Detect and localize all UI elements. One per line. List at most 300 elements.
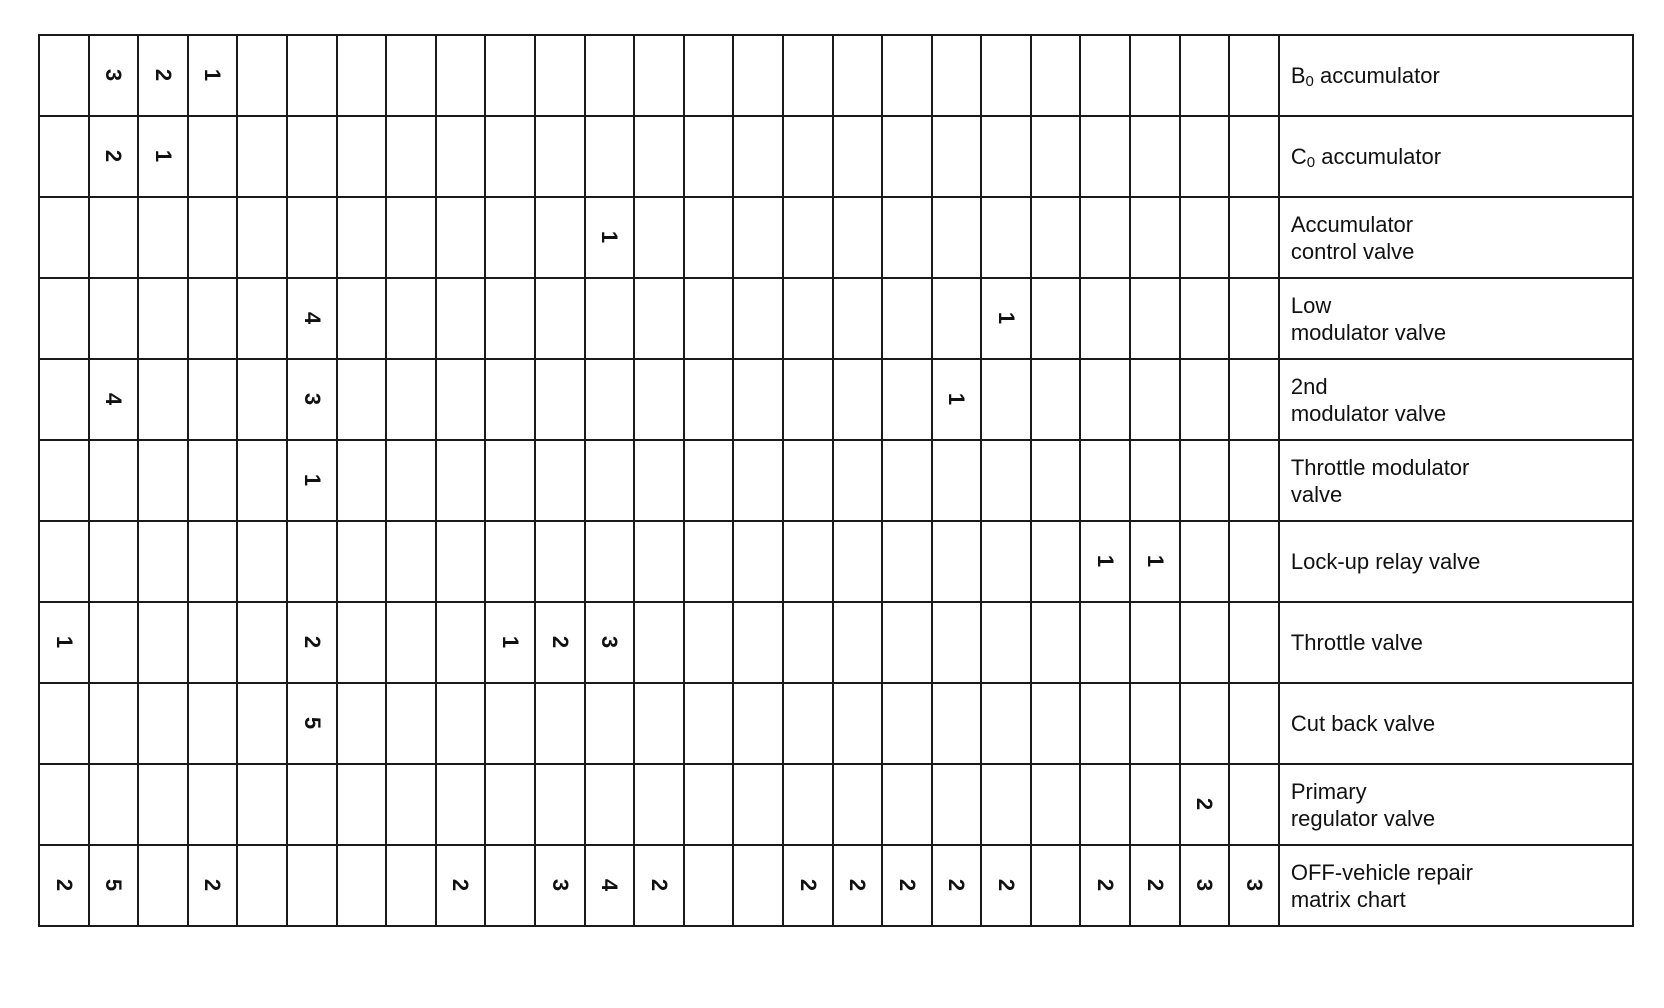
matrix-cell: [485, 521, 535, 602]
matrix-cell: [1180, 764, 1230, 845]
matrix-cell-value: 1: [299, 473, 325, 487]
matrix-cell: [436, 440, 486, 521]
matrix-cell: [783, 278, 833, 359]
matrix-cell: [833, 683, 883, 764]
matrix-cell: [1229, 602, 1279, 683]
matrix-cell-value: 3: [1242, 878, 1268, 892]
matrix-cell: [1229, 683, 1279, 764]
matrix-cell-value: 2: [1093, 878, 1119, 892]
matrix-cell: [733, 602, 783, 683]
matrix-cell: [1180, 278, 1230, 359]
matrix-cell: [287, 197, 337, 278]
matrix-cell: [485, 764, 535, 845]
matrix-cell: [882, 197, 932, 278]
matrix-cell: [436, 278, 486, 359]
matrix-cell-value: 5: [299, 716, 325, 730]
matrix-cell-value: 2: [845, 878, 871, 892]
matrix-cell: [39, 602, 89, 683]
matrix-cell: [981, 440, 1031, 521]
matrix-cell-value: 3: [101, 68, 127, 82]
matrix-cell-value: 2: [646, 878, 672, 892]
matrix-cell: [237, 521, 287, 602]
matrix-cell: [386, 278, 436, 359]
matrix-cell: [585, 359, 635, 440]
matrix-cell: [188, 359, 238, 440]
matrix-cell: [1229, 764, 1279, 845]
matrix-cell: [882, 683, 932, 764]
matrix-cell: [485, 602, 535, 683]
row-label-line: control valve: [1290, 238, 1415, 264]
matrix-cell: [337, 683, 387, 764]
matrix-cell-value: 2: [944, 878, 970, 892]
matrix-cell: [386, 764, 436, 845]
matrix-cell: [1080, 197, 1130, 278]
matrix-cell: [138, 116, 188, 197]
matrix-cell-value: 2: [894, 878, 920, 892]
matrix-cell: [485, 116, 535, 197]
matrix-cell: [436, 35, 486, 116]
matrix-row: [39, 764, 1633, 845]
matrix-cell: [585, 683, 635, 764]
matrix-cell: [833, 116, 883, 197]
matrix-cell: [1130, 278, 1180, 359]
matrix-cell: [1229, 845, 1279, 926]
matrix-cell: [585, 521, 635, 602]
matrix-cell: [436, 602, 486, 683]
matrix-cell: [634, 440, 684, 521]
matrix-cell: [684, 683, 734, 764]
row-label: [1279, 197, 1633, 278]
matrix-cell: [981, 278, 1031, 359]
matrix-cell: [684, 764, 734, 845]
matrix-cell: [535, 440, 585, 521]
matrix-cell: [237, 602, 287, 683]
matrix-cell: [634, 116, 684, 197]
matrix-cell: [485, 278, 535, 359]
row-label-prefix: C: [1290, 144, 1307, 169]
matrix-row: [39, 521, 1633, 602]
matrix-cell: [932, 197, 982, 278]
matrix-cell: [337, 197, 387, 278]
matrix-cell: [1130, 440, 1180, 521]
matrix-row: [39, 197, 1633, 278]
matrix-cell: [138, 197, 188, 278]
matrix-cell: [634, 521, 684, 602]
matrix-cell: [237, 359, 287, 440]
row-label-line: modulator valve: [1290, 400, 1447, 426]
matrix-cell: [89, 359, 139, 440]
matrix-cell: [237, 440, 287, 521]
matrix-cell: [783, 359, 833, 440]
matrix-cell: [188, 197, 238, 278]
row-label-line: valve: [1290, 481, 1343, 507]
matrix-cell: [1229, 35, 1279, 116]
matrix-cell: [1180, 35, 1230, 116]
matrix-cell: [1031, 35, 1081, 116]
matrix-cell: [981, 764, 1031, 845]
matrix-cell: [981, 683, 1031, 764]
matrix-cell: [932, 116, 982, 197]
row-label: [1279, 764, 1633, 845]
matrix-cell: [386, 359, 436, 440]
matrix-cell: [1130, 845, 1180, 926]
matrix-cell: [237, 116, 287, 197]
matrix-cell: [833, 764, 883, 845]
matrix-cell: [535, 278, 585, 359]
matrix-cell: [634, 683, 684, 764]
matrix-cell: [287, 359, 337, 440]
matrix-cell: [188, 440, 238, 521]
matrix-cell: [1031, 278, 1081, 359]
matrix-cell: [535, 359, 585, 440]
row-label-line: [1291, 62, 1632, 89]
matrix-cell: [1080, 845, 1130, 926]
matrix-cell: [1229, 521, 1279, 602]
matrix-cell: [1080, 521, 1130, 602]
matrix-cell: [188, 35, 238, 116]
matrix-cell: [485, 440, 535, 521]
matrix-cell: [833, 278, 883, 359]
matrix-cell: [1031, 440, 1081, 521]
matrix-cell-value: 2: [51, 878, 77, 892]
matrix-cell: [138, 845, 188, 926]
matrix-cell: [585, 197, 635, 278]
matrix-cell: [535, 35, 585, 116]
matrix-cell: [684, 521, 734, 602]
matrix-cell: [386, 845, 436, 926]
matrix-cell: [337, 521, 387, 602]
matrix-cell: [783, 845, 833, 926]
matrix-cell-value: 2: [200, 878, 226, 892]
matrix-cell: [932, 845, 982, 926]
matrix-cell: [932, 35, 982, 116]
matrix-cell: [287, 278, 337, 359]
matrix-cell-value: 1: [944, 392, 970, 406]
matrix-cell: [535, 197, 585, 278]
matrix-cell: [138, 278, 188, 359]
matrix-cell: [684, 278, 734, 359]
matrix-cell-value: 2: [1142, 878, 1168, 892]
matrix-cell: [287, 35, 337, 116]
matrix-cell: [882, 278, 932, 359]
matrix-cell: [733, 440, 783, 521]
matrix-cell: [337, 602, 387, 683]
matrix-cell: [1080, 683, 1130, 764]
matrix-cell: [684, 35, 734, 116]
matrix-cell: [485, 35, 535, 116]
matrix-cell: [1031, 764, 1081, 845]
matrix-cell: [1180, 602, 1230, 683]
matrix-cell: [733, 683, 783, 764]
matrix-cell: [634, 359, 684, 440]
matrix-cell: [634, 602, 684, 683]
matrix-cell-value: 2: [1192, 797, 1218, 811]
matrix-cell: [1080, 764, 1130, 845]
matrix-cell: [39, 683, 89, 764]
matrix-cell: [138, 35, 188, 116]
matrix-cell: [485, 359, 535, 440]
matrix-cell: [337, 764, 387, 845]
matrix-cell: [89, 764, 139, 845]
matrix-cell: [932, 764, 982, 845]
matrix-cell: [684, 197, 734, 278]
matrix-cell: [436, 116, 486, 197]
matrix-cell: [237, 35, 287, 116]
matrix-cell: [337, 278, 387, 359]
matrix-cell: [188, 845, 238, 926]
matrix-cell: [535, 683, 585, 764]
matrix-cell: [138, 521, 188, 602]
matrix-cell: [386, 683, 436, 764]
matrix-cell-value: 2: [299, 635, 325, 649]
matrix-cell: [833, 602, 883, 683]
matrix-body: [39, 35, 1633, 926]
matrix-cell: [882, 845, 932, 926]
row-label: [1279, 359, 1633, 440]
matrix-cell: [188, 683, 238, 764]
matrix-cell: [89, 683, 139, 764]
matrix-cell: [287, 116, 337, 197]
matrix-cell-value: 1: [597, 230, 623, 244]
matrix-cell-value: 2: [101, 149, 127, 163]
matrix-cell: [188, 764, 238, 845]
matrix-cell: [684, 602, 734, 683]
matrix-cell: [783, 35, 833, 116]
matrix-cell: [39, 35, 89, 116]
matrix-cell: [585, 602, 635, 683]
matrix-cell: [436, 683, 486, 764]
matrix-cell-value: 3: [547, 878, 573, 892]
matrix-cell: [882, 440, 932, 521]
matrix-cell: [535, 602, 585, 683]
matrix-cell: [733, 116, 783, 197]
matrix-cell: [733, 197, 783, 278]
matrix-cell: [39, 764, 89, 845]
matrix-cell-value: 2: [547, 635, 573, 649]
matrix-cell: [386, 116, 436, 197]
matrix-cell: [1180, 359, 1230, 440]
matrix-cell: [39, 845, 89, 926]
matrix-cell-value: 2: [795, 878, 821, 892]
matrix-cell-value: 4: [299, 311, 325, 325]
matrix-cell: [89, 440, 139, 521]
matrix-cell: [882, 521, 932, 602]
matrix-cell: [783, 197, 833, 278]
matrix-cell: [188, 602, 238, 683]
matrix-cell: [436, 359, 486, 440]
matrix-cell: [634, 35, 684, 116]
matrix-cell: [981, 116, 1031, 197]
matrix-cell: [981, 521, 1031, 602]
matrix-cell: [39, 359, 89, 440]
row-label-line: regulator valve: [1290, 805, 1436, 831]
row-label: [1279, 845, 1633, 926]
matrix-cell-value: 1: [1142, 554, 1168, 568]
matrix-cell: [138, 440, 188, 521]
row-label-line: Primary: [1290, 778, 1367, 804]
matrix-cell: [1180, 845, 1230, 926]
matrix-cell: [386, 35, 436, 116]
matrix-cell: [1130, 521, 1180, 602]
matrix-cell: [188, 521, 238, 602]
matrix-row: [39, 278, 1633, 359]
matrix-cell: [1031, 116, 1081, 197]
matrix-cell: [634, 278, 684, 359]
row-label: [1279, 683, 1633, 764]
row-label-line: Lock-up relay valve: [1290, 549, 1481, 574]
matrix-cell: [684, 359, 734, 440]
matrix-cell: [783, 602, 833, 683]
matrix-cell: [981, 845, 1031, 926]
matrix-cell: [485, 197, 535, 278]
matrix-cell: [386, 197, 436, 278]
matrix-row: [39, 683, 1633, 764]
matrix-cell: [89, 278, 139, 359]
matrix-row: [39, 845, 1633, 926]
matrix-cell: [882, 764, 932, 845]
matrix-cell: [386, 521, 436, 602]
matrix-cell: [138, 602, 188, 683]
matrix-cell-value: 3: [597, 635, 623, 649]
matrix-cell-value: 1: [498, 635, 524, 649]
matrix-cell: [684, 440, 734, 521]
row-label-line: Low: [1290, 292, 1332, 318]
matrix-cell: [386, 602, 436, 683]
matrix-cell: [237, 278, 287, 359]
row-label-text: accumulator: [1320, 63, 1440, 88]
matrix-cell: [287, 764, 337, 845]
matrix-cell: [1031, 359, 1081, 440]
matrix-cell: [337, 440, 387, 521]
matrix-cell: [1031, 683, 1081, 764]
matrix-cell: [585, 278, 635, 359]
matrix-cell: [138, 359, 188, 440]
matrix-cell: [39, 197, 89, 278]
matrix-cell: [337, 359, 387, 440]
matrix-cell-value: 1: [994, 311, 1020, 325]
row-label-line: Accumulator: [1290, 211, 1414, 237]
matrix-row: [39, 35, 1633, 116]
matrix-cell: [1080, 35, 1130, 116]
matrix-cell: [1180, 440, 1230, 521]
row-label-subscript: 0: [1305, 73, 1314, 90]
matrix-cell-value: 3: [1192, 878, 1218, 892]
matrix-cell: [287, 521, 337, 602]
matrix-cell: [337, 116, 387, 197]
matrix-cell: [1180, 116, 1230, 197]
matrix-cell: [1130, 35, 1180, 116]
matrix-cell: [1229, 440, 1279, 521]
matrix-cell: [89, 602, 139, 683]
matrix-cell-value: 4: [597, 878, 623, 892]
matrix-cell: [833, 440, 883, 521]
matrix-cell: [634, 197, 684, 278]
matrix-cell: [386, 440, 436, 521]
matrix-cell: [287, 602, 337, 683]
matrix-cell: [535, 764, 585, 845]
matrix-cell: [1031, 197, 1081, 278]
matrix-cell-value: 1: [200, 68, 226, 82]
matrix-cell: [882, 35, 932, 116]
row-label-line: [1291, 143, 1632, 170]
matrix-cell: [684, 116, 734, 197]
row-label-line: Cut back valve: [1290, 711, 1436, 736]
matrix-cell: [833, 359, 883, 440]
matrix-cell-value: 2: [448, 878, 474, 892]
matrix-cell: [1130, 197, 1180, 278]
matrix-cell: [337, 35, 387, 116]
matrix-cell: [1229, 116, 1279, 197]
row-label-line: modulator valve: [1290, 319, 1447, 345]
matrix-cell: [634, 845, 684, 926]
matrix-cell: [634, 764, 684, 845]
matrix-cell-value: 1: [1093, 554, 1119, 568]
matrix-cell-value: 5: [101, 878, 127, 892]
matrix-cell: [1130, 602, 1180, 683]
matrix-cell: [981, 35, 1031, 116]
matrix-cell: [684, 845, 734, 926]
matrix-cell: [89, 35, 139, 116]
row-label: [1279, 440, 1633, 521]
matrix-cell: [1130, 764, 1180, 845]
matrix-row: [39, 440, 1633, 521]
matrix-cell: [1031, 845, 1081, 926]
matrix-cell: [436, 764, 486, 845]
matrix-cell: [1130, 116, 1180, 197]
row-label: [1279, 116, 1633, 197]
matrix-cell: [535, 521, 585, 602]
matrix-row: [39, 359, 1633, 440]
row-label: [1279, 35, 1633, 116]
matrix-cell: [932, 683, 982, 764]
row-label-line: 2nd: [1290, 373, 1328, 399]
matrix-cell: [783, 116, 833, 197]
matrix-cell: [1080, 278, 1130, 359]
matrix-cell: [436, 197, 486, 278]
matrix-cell: [585, 35, 635, 116]
matrix-cell: [89, 521, 139, 602]
matrix-cell: [39, 440, 89, 521]
matrix-cell: [485, 683, 535, 764]
matrix-cell: [1080, 359, 1130, 440]
matrix-cell: [833, 845, 883, 926]
matrix-cell: [337, 845, 387, 926]
matrix-cell: [733, 35, 783, 116]
matrix-cell: [882, 602, 932, 683]
matrix-cell-value: 1: [150, 149, 176, 163]
matrix-cell: [932, 359, 982, 440]
matrix-cell: [1080, 440, 1130, 521]
matrix-cell: [1080, 602, 1130, 683]
matrix-cell: [783, 440, 833, 521]
matrix-row: [39, 116, 1633, 197]
matrix-cell: [733, 764, 783, 845]
matrix-cell: [237, 683, 287, 764]
matrix-cell: [1130, 359, 1180, 440]
matrix-cell: [188, 116, 238, 197]
matrix-cell: [89, 197, 139, 278]
matrix-cell: [287, 440, 337, 521]
row-label-prefix: B: [1290, 63, 1306, 88]
row-label-line: matrix chart: [1290, 886, 1406, 912]
row-label: [1279, 521, 1633, 602]
matrix-cell: [1229, 197, 1279, 278]
matrix-cell-value: 2: [150, 68, 176, 82]
matrix-cell: [1229, 278, 1279, 359]
matrix-cell: [585, 440, 635, 521]
matrix-cell: [981, 602, 1031, 683]
row-label-text: accumulator: [1321, 144, 1442, 169]
